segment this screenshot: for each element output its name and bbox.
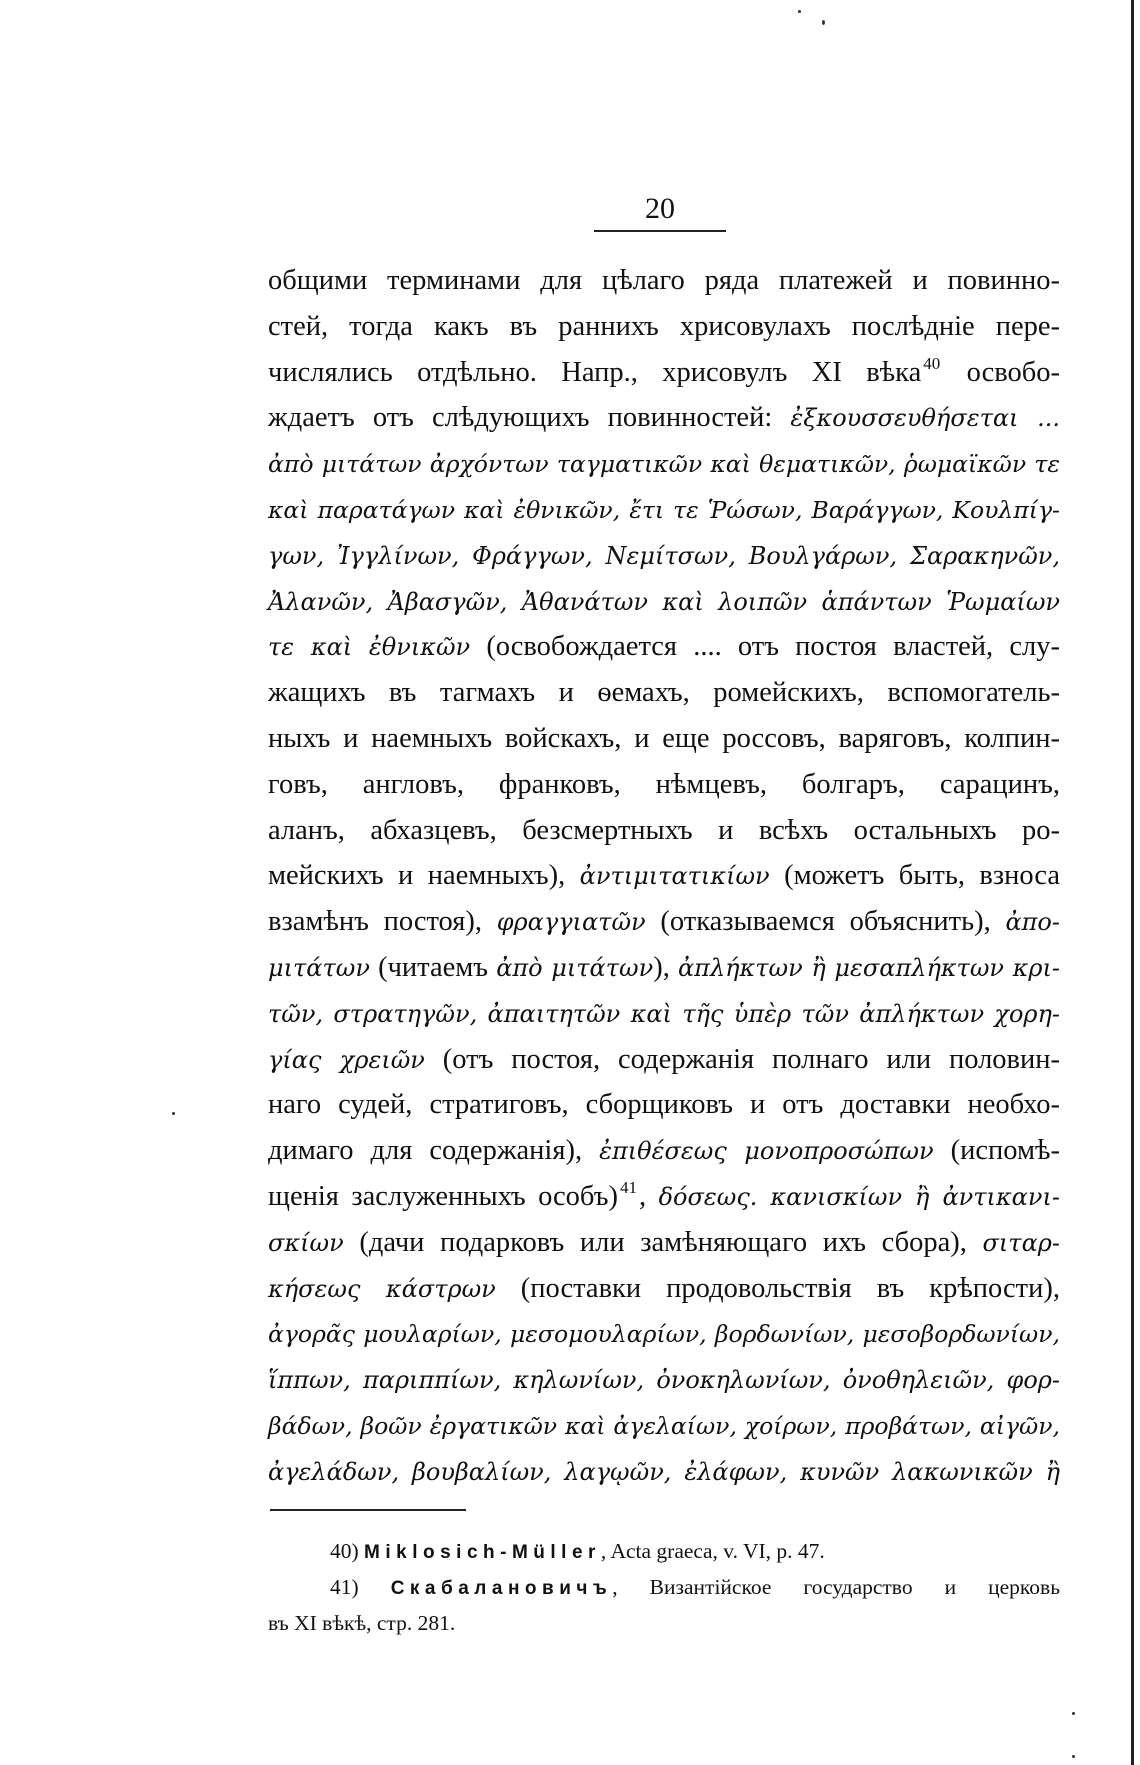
text-line: [268, 991, 1060, 1037]
greek-text: ἵππων, παριππίων, κηλωνίων, ὀνοκηλωνίων, ὀνοθηλειῶν, φορ-: [268, 1366, 1060, 1395]
greek-text: ἀπο-: [1005, 908, 1060, 937]
russian-text: (испомѣ-: [933, 1135, 1060, 1167]
russian-text: аланъ, абхазцевъ, безсмертныхъ и всѣхъ остальныхъ ро-: [268, 814, 1060, 846]
russian-text: говъ, англовъ, франковъ, нѣмцевъ, болгаръ, сарацинъ,: [268, 768, 1060, 800]
greek-text: βάδων, βοῶν ἐργατικῶν καὶ ἀγελαίων, χοίρων, προβάτων, αἰγῶν,: [268, 1411, 1060, 1440]
footnote-reference: 40: [923, 353, 941, 373]
footnote-40: [268, 1533, 1060, 1569]
greek-text: τῶν, στρατηγῶν, ἀπαιτητῶν καὶ τῆς ὑπὲρ τῶν ἀπλήκτων χορη-: [268, 999, 1060, 1028]
text-line: [268, 395, 1060, 441]
russian-text: освобо-: [942, 356, 1060, 388]
text-line: [268, 670, 1060, 716]
text-line: [268, 716, 1060, 762]
russian-text: (отказываемся объяснить),: [645, 906, 1006, 938]
greek-text: κήσεως κάστρων: [268, 1274, 496, 1303]
text-line: [268, 1357, 1060, 1403]
page-binding-edge: [1131, 0, 1134, 1765]
greek-text: σιταρ-: [982, 1228, 1060, 1257]
footnote-41-continuation: въ XI вѣкѣ, стр. 281.: [268, 1611, 456, 1635]
greek-text: ἀντιμιτατικίων: [579, 862, 770, 891]
text-line: [268, 1082, 1060, 1128]
greek-text: γίας χρειῶν: [268, 1045, 425, 1074]
greek-text: ἀπὸ μιτάτων: [496, 953, 654, 982]
text-line: [268, 1403, 1060, 1449]
greek-text: φραγγιατῶν: [496, 908, 646, 937]
russian-text: общими терминами для цѣлаго ряда платежей и повинно-: [268, 265, 1060, 296]
text-line: [268, 1266, 1060, 1312]
russian-text: ),: [653, 951, 678, 983]
greek-text: σκίων: [268, 1228, 344, 1257]
greek-text: ἀπλήκτων ἢ μεσαπλήκτων κρι-: [677, 953, 1061, 982]
body-text: [268, 258, 1060, 1495]
text-line: [268, 441, 1060, 487]
greek-text: γων, Ἰγγλίνων, Φράγγων, Νεμίτσων, Βουλγάρων, Σαρακηνῶν,: [268, 541, 1060, 570]
text-line: [268, 808, 1060, 854]
greek-text: Ἀλανῶν, Ἀβασγῶν, Ἀθανάτων καὶ λοιπῶν ἁπάντων Ῥωμαίων: [268, 587, 1060, 616]
text-line: [268, 1174, 1060, 1220]
greek-text: ἀγελάδων, βουβαλίων, λαγῳῶν, ἐλάφων, κυνῶν λακωνικῶν ἢ: [268, 1457, 1060, 1486]
greek-text: καὶ παρατάγων καὶ ἐθνικῶν, ἔτι τε Ῥώσων, Βαράγγων, Κουλπίγ-: [268, 495, 1060, 524]
footnote-text: , Acta graeca, v. VI, p. 47.: [600, 1539, 825, 1563]
footnote-reference: 41: [619, 1177, 637, 1197]
russian-text: (освобождается .... отъ постоя властей, слу-: [470, 631, 1060, 663]
text-line: [268, 1311, 1060, 1357]
text-line: [268, 853, 1060, 899]
russian-text: числялись отдѣльно. Напр., хрисовулъ XI вѣка: [268, 356, 922, 388]
russian-text: жащихъ въ тагмахъ и ѳемахъ, ромейскихъ, вспомогатель-: [268, 677, 1060, 709]
text-line: [268, 487, 1060, 533]
scan-speck: [1072, 1755, 1075, 1758]
russian-text: мейскихъ и наемныхъ),: [268, 860, 580, 892]
text-line: [268, 258, 1060, 304]
scan-speck: [172, 1112, 175, 1115]
footnote-marker: 40): [330, 1539, 359, 1563]
scan-speck: [822, 20, 825, 25]
russian-text: ныхъ и наемныхъ войскахъ, и еще россовъ, варяговъ, колпин-: [268, 722, 1060, 754]
page-number-rule: [594, 230, 726, 232]
russian-text: (дачи подарковъ или замѣняющаго ихъ сбора),: [343, 1226, 983, 1258]
footnotes: [268, 1533, 1060, 1641]
text-line: [268, 1128, 1060, 1174]
greek-text: ἀπὸ μιτάτων ἀρχόντων ταγματικῶν καὶ θεματικῶν, ῥωμαϊκῶν τε: [268, 450, 1060, 479]
footnote-separator: [270, 1509, 466, 1511]
russian-text: ждаетъ отъ слѣдующихъ повинностей:: [268, 402, 791, 434]
scan-speck: [798, 10, 801, 13]
page-number: 20: [645, 192, 675, 225]
russian-text: (можетъ быть, взноса: [769, 860, 1060, 892]
greek-text: ἐπιθέσεως μονοπροσώπων: [599, 1137, 934, 1166]
text-line: [268, 1220, 1060, 1266]
russian-text: наго судей, стратиговъ, сборщиковъ и отъ доставки необхо-: [268, 1089, 1060, 1121]
text-line: [268, 1037, 1060, 1083]
text-line: [268, 533, 1060, 579]
russian-text: (читаемъ: [369, 951, 497, 983]
russian-text: (поставки продовольствія въ крѣпости),: [495, 1272, 1060, 1304]
greek-text: δόσεως. κανισκίων ἢ ἀντικανι-: [658, 1182, 1060, 1211]
footnote-author: Miklosich-Müller: [364, 1542, 601, 1563]
russian-text: ,: [638, 1180, 659, 1212]
text-line: [268, 579, 1060, 625]
text-line: [268, 624, 1060, 670]
text-line: [268, 945, 1060, 991]
text-line: [268, 899, 1060, 945]
footnote-41: [268, 1569, 1060, 1605]
greek-text: μιτάτων: [268, 953, 370, 982]
greek-text: τε καὶ ἐθνικῶν: [268, 633, 471, 662]
text-line: [268, 1449, 1060, 1495]
scan-speck: [1072, 1712, 1075, 1715]
footnote-marker: 41): [330, 1575, 359, 1599]
greek-text: ἐξκουσσευθήσεται ...: [790, 404, 1060, 433]
russian-text: (отъ постоя, содержанія полнаго или половин-: [424, 1043, 1061, 1075]
russian-text: щенія заслуженныхъ особъ): [268, 1180, 618, 1212]
text-line: [268, 350, 1060, 396]
text-line: [268, 304, 1060, 350]
greek-text: ἀγορᾶς μουλαρίων, μεσομουλαρίων, βορδωνίων, μεσοβορδωνίων,: [268, 1320, 1060, 1349]
russian-text: взамѣнъ постоя),: [268, 906, 497, 938]
russian-text: димаго для содержанія),: [268, 1135, 600, 1167]
text-line: [268, 762, 1060, 808]
footnote-author: Скабалановичъ: [390, 1578, 613, 1599]
footnote-text: , Византійское государство и церковь: [612, 1575, 1060, 1599]
russian-text: стей, тогда какъ въ раннихъ хрисовулахъ послѣдніе пере-: [268, 310, 1060, 342]
